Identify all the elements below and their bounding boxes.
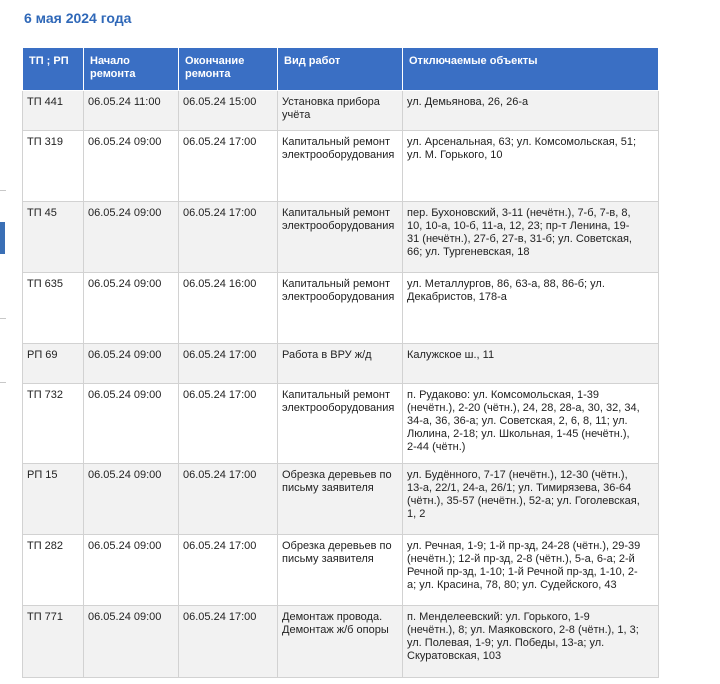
table-row	[23, 384, 659, 464]
cell-start: 06.05.24 11:00	[84, 91, 179, 131]
cell-end: 06.05.24 17:00	[179, 202, 278, 273]
table-row	[23, 91, 659, 131]
cell-tp: ТП 771	[23, 606, 84, 678]
cell-objects: ул. Арсенальная, 63; ул. Комсомольская, 51; ул. М. Горького, 10	[403, 131, 659, 202]
cell-tp: ТП 319	[23, 131, 84, 202]
cell-start: 06.05.24 09:00	[84, 535, 179, 606]
cell-work: Капитальный ремонт электрооборудования	[278, 131, 403, 202]
table-row	[23, 344, 659, 384]
cell-tp: ТП 282	[23, 535, 84, 606]
table-row	[23, 131, 659, 202]
cell-end: 06.05.24 17:00	[179, 606, 278, 678]
cell-objects: Калужское ш., 11	[403, 344, 659, 384]
cell-end: 06.05.24 17:00	[179, 384, 278, 464]
cell-work: Установка прибора учёта	[278, 91, 403, 131]
cell-start: 06.05.24 09:00	[84, 464, 179, 535]
cell-start: 06.05.24 09:00	[84, 384, 179, 464]
cell-objects: ул. Металлургов, 86, 63-а, 88, 86-б; ул. Декабристов, 178-а	[403, 273, 659, 344]
table-row	[23, 606, 659, 678]
cell-tp: ТП 45	[23, 202, 84, 273]
cell-start: 06.05.24 09:00	[84, 202, 179, 273]
cell-tp: РП 15	[23, 464, 84, 535]
cell-work: Капитальный ремонт электрооборудования	[278, 384, 403, 464]
cell-end: 06.05.24 17:00	[179, 535, 278, 606]
page-title: 6 мая 2024 года	[24, 10, 132, 26]
cell-work: Обрезка деревьев по письму заявителя	[278, 464, 403, 535]
header-tp: ТП ; РП	[23, 48, 84, 91]
cell-start: 06.05.24 09:00	[84, 273, 179, 344]
cell-end: 06.05.24 15:00	[179, 91, 278, 131]
table-row	[23, 202, 659, 273]
cell-start: 06.05.24 09:00	[84, 344, 179, 384]
cell-tp: ТП 441	[23, 91, 84, 131]
cell-objects: п. Менделеевский: ул. Горького, 1-9 (нечётн.), 8; ул. Маяковского, 2-8 (чётн.), 1, 3; ул. Полевая, 1-9; ул. Победы, 13-а; ул. Скуратовская, 103	[403, 606, 659, 678]
cell-work: Обрезка деревьев по письму заявителя	[278, 535, 403, 606]
left-rail-active-marker	[0, 222, 5, 254]
left-rail-tick	[0, 190, 6, 191]
table-row	[23, 535, 659, 606]
cell-end: 06.05.24 16:00	[179, 273, 278, 344]
cell-start: 06.05.24 09:00	[84, 131, 179, 202]
cell-end: 06.05.24 17:00	[179, 131, 278, 202]
cell-work: Капитальный ремонт электрооборудования	[278, 273, 403, 344]
cell-work: Работа в ВРУ ж/д	[278, 344, 403, 384]
cell-objects: п. Рудаково: ул. Комсомольская, 1-39 (нечётн.), 2-20 (чётн.), 24, 28, 28-а, 30, 32, 34, 34-а, 36, 36-а; ул. Советская, 2, 6, 8, 11; ул. Люлина, 2-18; ул. Школьная, 1-45 (нечётн.), 2-44 (чётн.)	[403, 384, 659, 464]
cell-end: 06.05.24 17:00	[179, 344, 278, 384]
cell-work: Демонтаж провода. Демонтаж ж/б опоры	[278, 606, 403, 678]
header-start: Начало ремонта	[84, 48, 179, 91]
table-row	[23, 273, 659, 344]
cell-tp: ТП 635	[23, 273, 84, 344]
left-rail-tick	[0, 318, 6, 319]
cell-tp: РП 69	[23, 344, 84, 384]
cell-objects: ул. Будённого, 7-17 (нечётн.), 12-30 (чётн.), 13-а, 22/1, 24-а, 26/1; ул. Тимирязева, 36-64 (чётн.), 35-57 (нечётн.), 52-а; ул. Гоголевская, 1, 2	[403, 464, 659, 535]
header-work: Вид работ	[278, 48, 403, 91]
cell-end: 06.05.24 17:00	[179, 464, 278, 535]
header-objects: Отключаемые объекты	[403, 48, 659, 91]
header-end: Окончание ремонта	[179, 48, 278, 91]
table-header-row	[23, 48, 659, 91]
outage-table	[22, 47, 659, 678]
cell-objects: ул. Демьянова, 26, 26-а	[403, 91, 659, 131]
left-rail-tick	[0, 382, 6, 383]
cell-work: Капитальный ремонт электрооборудования	[278, 202, 403, 273]
cell-objects: пер. Бухоновский, 3-11 (нечётн.), 7-б, 7-в, 8, 10, 10-а, 10-б, 11-а, 12, 23; пр-т Ленина, 19- 31 (нечётн.), 27-б, 27-в, 31-б; ул. Советская, 66; ул. Тургеневская, 18	[403, 202, 659, 273]
cell-objects: ул. Речная, 1-9; 1-й пр-зд, 24-28 (чётн.), 29-39 (нечётн.); 12-й пр-зд, 2-8 (чётн.), 5-а, 6-а; 2-й Речной пр-зд, 1-10; 1-й Речной пр-зд, 1-10, 2- а; ул. Красина, 78, 80; ул. Судейского, 43	[403, 535, 659, 606]
table-row	[23, 464, 659, 535]
cell-tp: ТП 732	[23, 384, 84, 464]
cell-start: 06.05.24 09:00	[84, 606, 179, 678]
